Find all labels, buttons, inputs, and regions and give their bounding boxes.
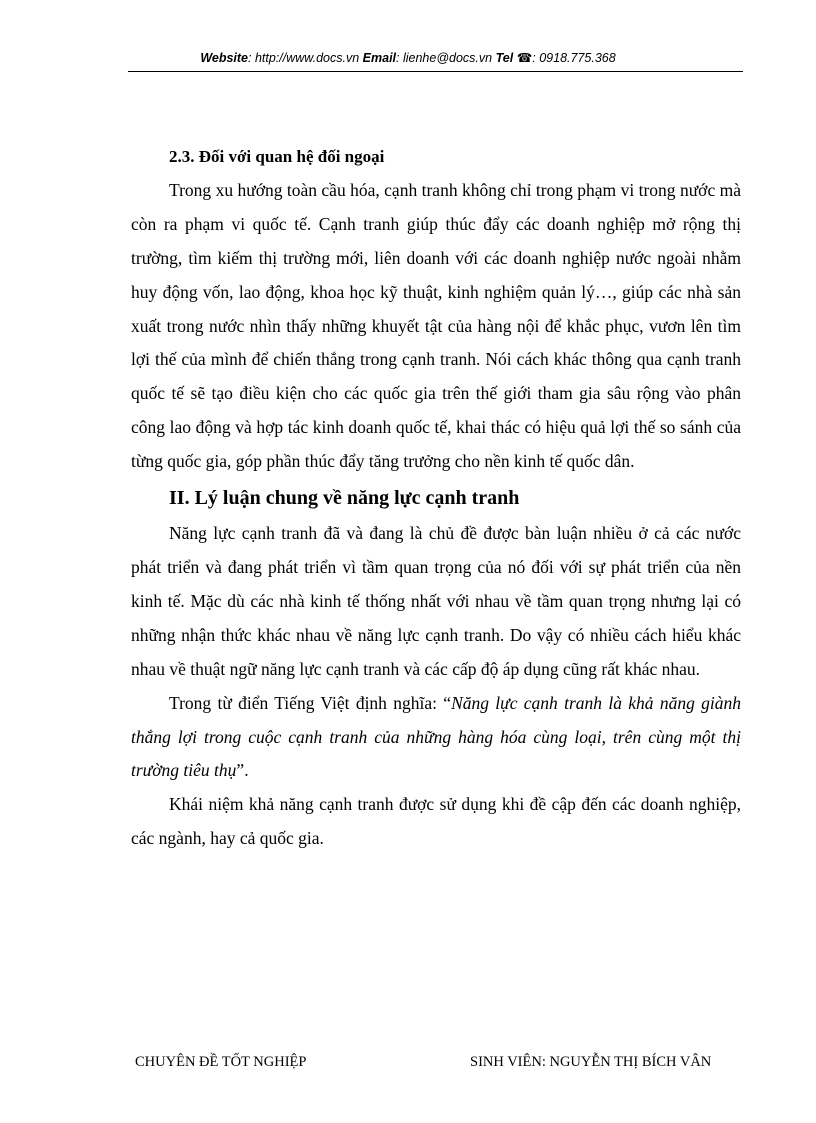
phone-icon: ☎ xyxy=(516,51,533,65)
header-divider xyxy=(128,71,743,72)
chapter-heading: II. Lý luận chung về năng lực cạnh tranh xyxy=(169,487,520,510)
tel-value: : 0918.775.368 xyxy=(532,51,616,65)
chapter-paragraph-1: Năng lực cạnh tranh đã và đang là chủ đề được bàn luận nhiều ở cả các nước phát triển và đang phát triển vì tầm quan trọng của nó đối với sự phát triển của nền kinh tế. Mặc dù các nhà kinh tế thống nhất với nhau về tầm quan trọng nhưng lại có những nhận thức khác nhau về năng lực cạnh tranh. Do vậy có nhiều cách hiểu khác nhau về thuật ngữ năng lực cạnh tranh và các cấp độ áp dụng cũng rất khác nhau. xyxy=(131,523,741,679)
website-label: Website xyxy=(200,51,249,65)
chapter-paragraph-3: Khái niệm khả năng cạnh tranh được sử dụng khi đề cập đến các doanh nghiệp, các ngành, hay cả quốc gia. xyxy=(131,794,741,849)
definition-quote: Năng lực cạnh tranh là khả năng giành thắng lợi trong cuộc cạnh tranh của những hàng hóa cùng loại, trên cùng một thị trường tiêu thụ xyxy=(131,692,741,781)
document-body xyxy=(131,140,741,856)
section-paragraph: Trong xu hướng toàn cầu hóa, cạnh tranh không chỉ trong phạm vi trong nước mà còn ra phạm vi quốc tế. Cạnh tranh giúp thúc đẩy các doanh nghiệp mở rộng thị trường, tìm kiếm thị trường mới, liên doanh với các doanh nghiệp nước ngoài nhằm huy động vốn, lao động, khoa học kỹ thuật, kinh nghiệm quản lý…, giúp các nhà sản xuất trong nước nhìn thấy những khuyết tật của hàng nội để khắc phục, vươn lên tìm lợi thế của mình để chiến thắng trong cạnh tranh. Nói cách khác thông qua cạnh tranh quốc tế sẽ tạo điều kiện cho các quốc gia trên thế giới tham gia sâu rộng vào phân công lao động và hợp tác kinh doanh quốc tế, khai thác có hiệu quả lợi thế so sánh của từng quốc gia, góp phần thúc đẩy tăng trưởng cho nền kinh tế quốc dân. xyxy=(131,179,741,472)
section-heading: 2.3. Đối với quan hệ đối ngoại xyxy=(169,147,385,166)
website-value: : http://www.docs.vn xyxy=(248,51,360,65)
definition-lead: Trong từ điển Tiếng Việt định nghĩa: “ xyxy=(169,692,452,713)
definition-tail: ”. xyxy=(236,760,249,781)
tel-label: Tel xyxy=(495,51,514,65)
footer-left: CHUYÊN ĐỀ TỐT NGHIỆP xyxy=(135,1054,307,1070)
chapter-paragraph-2 xyxy=(131,687,741,789)
page-header xyxy=(0,50,816,65)
footer-right: SINH VIÊN: NGUYỄN THỊ BÍCH VÂN xyxy=(470,1054,712,1070)
email-label: Email xyxy=(362,51,397,65)
email-value: : lienhe@docs.vn xyxy=(396,51,493,65)
